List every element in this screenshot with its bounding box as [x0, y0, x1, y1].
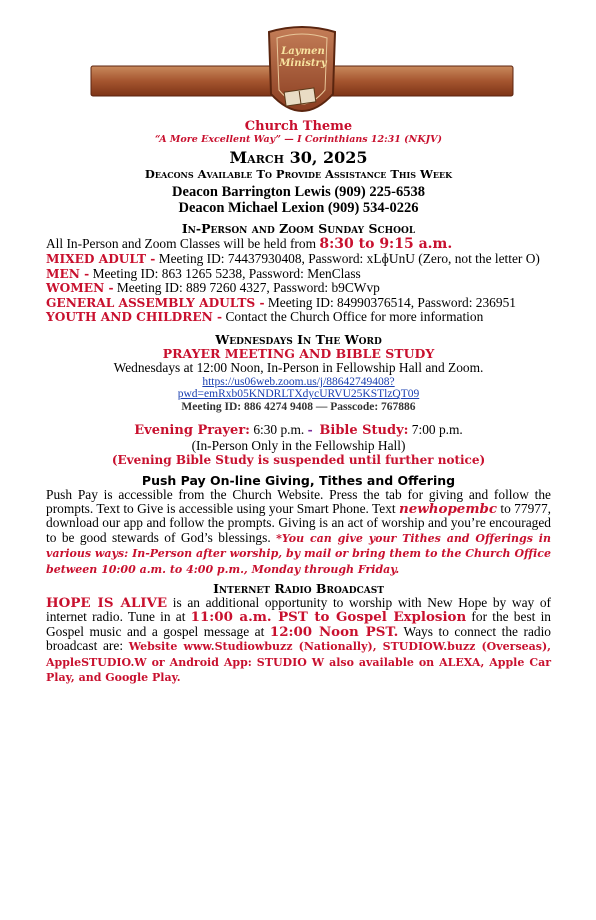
radio-time-2: 12:00 Noon PST.	[269, 623, 399, 640]
sunday-time: 8:30 to 9:15 a.m.	[319, 236, 453, 253]
radio-block	[46, 581, 551, 685]
general-text: Meeting ID: 84990376514, Password: 236951	[264, 294, 516, 310]
ministry-banner	[89, 24, 515, 132]
mixed-label: MIXED ADULT -	[46, 252, 156, 267]
wednesday-meeting-id: Meeting ID: 886 4274 9408 — Passcode: 767886	[181, 400, 416, 413]
youth-label: YOUTH AND CHILDREN -	[46, 310, 223, 325]
women-label: WOMEN -	[46, 281, 114, 296]
theme-subtitle: “A More Excellent Way” — I Corinthians 12:31 (NKJV)	[155, 134, 442, 146]
radio-text-3: Ways to connect the radio broadcast are:	[46, 623, 552, 654]
evening-prayer-label: Evening Prayer:	[134, 423, 250, 439]
radio-text-1: is an additional opportunity to worship with New Hope by way of internet radio. Tune in at	[46, 595, 552, 625]
radio-ways: Website www.Studiowbuzz (Nationally), STUDIOW.buzz (Overseas), AppleSTUDIO.W or Android App: STUDIO W also available on ALEXA, Apple Car Play, and Google Play.	[46, 640, 551, 685]
theme-title: Church Theme	[244, 119, 353, 134]
class-general	[46, 296, 551, 310]
sunday-intro-text: All In-Person and Zoom Classes will be held from	[46, 236, 317, 252]
radio-text	[46, 596, 551, 685]
men-text: Meeting ID: 863 1265 5238, Password: MenClass	[89, 265, 361, 281]
sunday-school-heading: In-Person and Zoom Sunday School	[181, 221, 416, 237]
deacons-heading: Deacons Available To Provide Assistance This Week	[144, 167, 453, 182]
radio-hope: HOPE IS ALIVE	[46, 595, 168, 611]
wednesday-block	[46, 332, 551, 413]
women-text: Meeting ID: 889 7260 4327, Password: b9CWvp	[113, 280, 380, 296]
bulletin-content	[46, 120, 551, 685]
giving-text-2: to 77977, download our app and follow the prompts. Giving is an act of worship and you’re encouraged to be good stewards of God’s blessings.	[46, 500, 552, 545]
evening-suspended: (Evening Bible Study is suspended until further notice)	[111, 453, 486, 468]
logo-line2: Ministry	[279, 58, 327, 69]
giving-text-1: Push Pay is accessible from the Church Website. Press the tab for giving and follow the prompts. Text to Give is accessible using your Smart Phone. Text	[46, 486, 551, 516]
giving-heading: Push Pay On-line Giving, Tithes and Offering	[141, 472, 456, 488]
zoom-link-line-1[interactable]: https://us06web.zoom.us/j/88642749408?	[202, 375, 395, 388]
zoom-link-line-2[interactable]: pwd=emRxb05KNDRLTXdycURVU25KSTlzQT09	[177, 388, 420, 401]
wednesday-line: Wednesdays at 12:00 Noon, In-Person in Fellowship Hall and Zoom.	[113, 360, 484, 376]
class-women	[46, 281, 551, 295]
radio-heading: Internet Radio Broadcast	[213, 581, 384, 596]
giving-keyword: newhopembc	[399, 500, 498, 517]
evening-prayer-time: 6:30 p.m.	[249, 422, 308, 438]
bible-study-label: Bible Study:	[319, 423, 409, 439]
evening-note: (In-Person Only in the Fellowship Hall)	[191, 437, 406, 453]
class-mixed	[46, 252, 551, 266]
sunday-intro	[46, 236, 551, 252]
giving-block	[46, 473, 551, 577]
logo-text	[270, 46, 336, 70]
radio-text-2: for the best in Gospel music and a gospel message at	[46, 609, 551, 639]
class-youth	[46, 310, 551, 324]
general-label: GENERAL ASSEMBLY ADULTS -	[46, 295, 265, 310]
radio-time-1: 11:00 a.m. PST to Gospel Explosion	[190, 609, 467, 626]
evening-block	[46, 423, 551, 467]
date-heading: March 30, 2025	[229, 148, 368, 168]
theme-block	[46, 120, 551, 236]
bible-study-time: 7:00 p.m.	[408, 422, 463, 438]
logo-line1: Laymen	[281, 46, 325, 57]
class-men	[46, 267, 551, 281]
deacon-line-1: Deacon Barrington Lewis (909) 225-6538	[172, 184, 425, 201]
giving-text	[46, 488, 551, 577]
giving-emphasis: *You can give your Tithes and Offerings in various ways: In-Person after worship, by mail or bring them to the Church Office between 10:00 a.m. to 4:00 p.m., Monday through Friday.	[46, 531, 551, 576]
evening-dash: -	[307, 423, 313, 438]
men-label: MEN -	[46, 266, 90, 281]
evening-times	[46, 423, 551, 438]
wednesday-heading: Wednesdays In The Word	[215, 332, 382, 348]
youth-text: Contact the Church Office for more information	[222, 309, 484, 325]
prayer-meeting-heading: PRAYER MEETING AND BIBLE STUDY	[162, 346, 435, 362]
mixed-text: Meeting ID: 74437930408, Password: xLɸUnU (Zero, not the letter O)	[155, 251, 540, 267]
deacon-line-2: Deacon Michael Lexion (909) 534-0226	[178, 200, 419, 217]
